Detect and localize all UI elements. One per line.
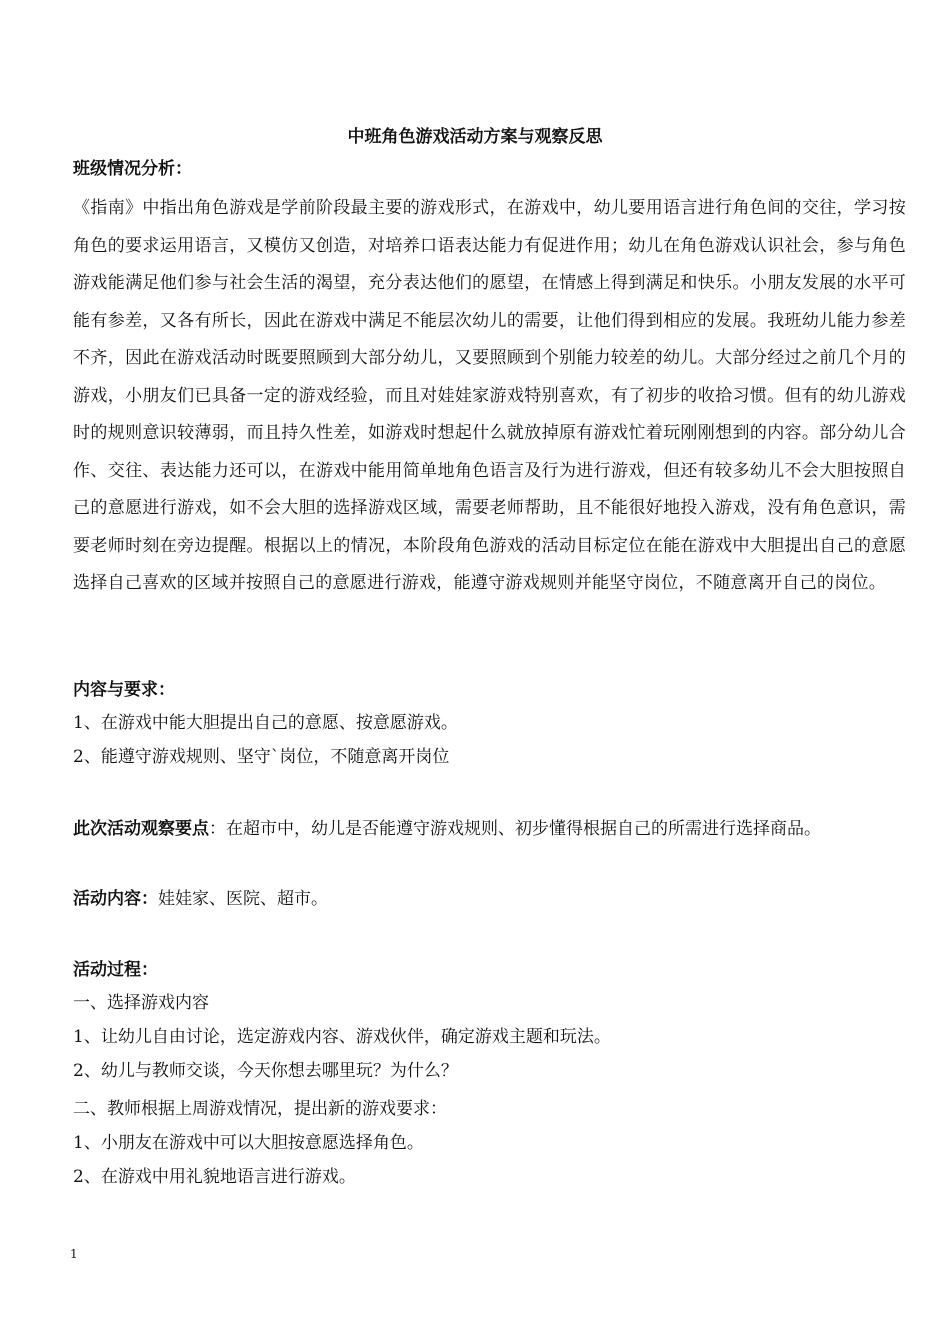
activity-content-text: 娃娃家、医院、超市。 [158,889,328,909]
requirement-item-1: 1、在游戏中能大胆提出自己的意愿、按意愿游戏。 [73,713,458,733]
process-line: 2、在游戏中用礼貌地语言进行游戏。 [73,1167,356,1187]
page-number: 1 [70,1247,78,1261]
process-heading: 活动过程： [73,960,158,980]
observation-text: ：在超市中，幼儿是否能遵守游戏规则、初步懂得根据自己的所需进行选择商品。 [209,819,821,839]
class-analysis-heading: 班级情况分析： [73,159,192,179]
process-line: 二、教师根据上周游戏情况，提出新的游戏要求： [73,1099,447,1119]
process-line: 一、选择游戏内容 [73,993,209,1013]
process-line: 1、小朋友在游戏中可以大胆按意愿选择角色。 [73,1133,424,1153]
observation-label: 此次活动观察要点 [73,819,209,839]
observation-points [73,816,821,842]
process-line: 2、幼儿与教师交谈，今天你想去哪里玩？为什么？ [73,1061,458,1081]
class-analysis-body: 《指南》中指出角色游戏是学前阶段最主要的游戏形式，在游戏中，幼儿要用语言进行角色间的交往，学习按角色的要求运用语言，又模仿又创造，对培养口语表达能力有促进作用；幼儿在角色游戏认识社会，参与角色游戏能满足他们参与社会生活的渴望，充分表达他们的愿望，在情感上得到满足和快乐。小朋友发展的水平可能有参差，又各有所长，因此在游戏中满足不能层次幼儿的需要，让他们得到相应的发展。我班幼儿能力参差不齐，因此在游戏活动时既要照顾到大部分幼儿，又要照顾到个别能力较差的幼儿。大部分经过之前几个月的游戏，小朋友们已具备一定的游戏经验，而且对娃娃家游戏特别喜欢，有了初步的收拾习惯。但有的幼儿游戏时的规则意识较薄弱，而且持久性差，如游戏时想起什么就放掉原有游戏忙着玩刚刚想到的内容。部分幼儿合作、交往、表达能力还可以，在游戏中能用简单地角色语言及行为进行游戏，但还有较多幼儿不会大胆按照自己的意愿进行游戏，如不会大胆的选择游戏区域，需要老师帮助，且不能很好地投入游戏，没有角色意识，需要老师时刻在旁边提醒。根据以上的情况，本阶段角色游戏的活动目标定位在能在游戏中大胆提出自己的意愿选择自己喜欢的区域并按照自己的意愿进行游戏，能遵守游戏规则并能坚守岗位，不随意离开自己的岗位。 [73,198,906,593]
content-requirements-heading: 内容与要求： [73,680,175,700]
requirement-item-2: 2、能遵守游戏规则、坚守`岗位，不随意离开岗位 [73,747,450,767]
activity-content [73,886,328,912]
document-title: 中班角色游戏活动方案与观察反思 [347,127,603,147]
process-line: 1、让幼儿自由讨论，选定游戏内容、游戏伙伴，确定游戏主题和玩法。 [73,1027,611,1047]
activity-content-label: 活动内容： [73,889,158,909]
